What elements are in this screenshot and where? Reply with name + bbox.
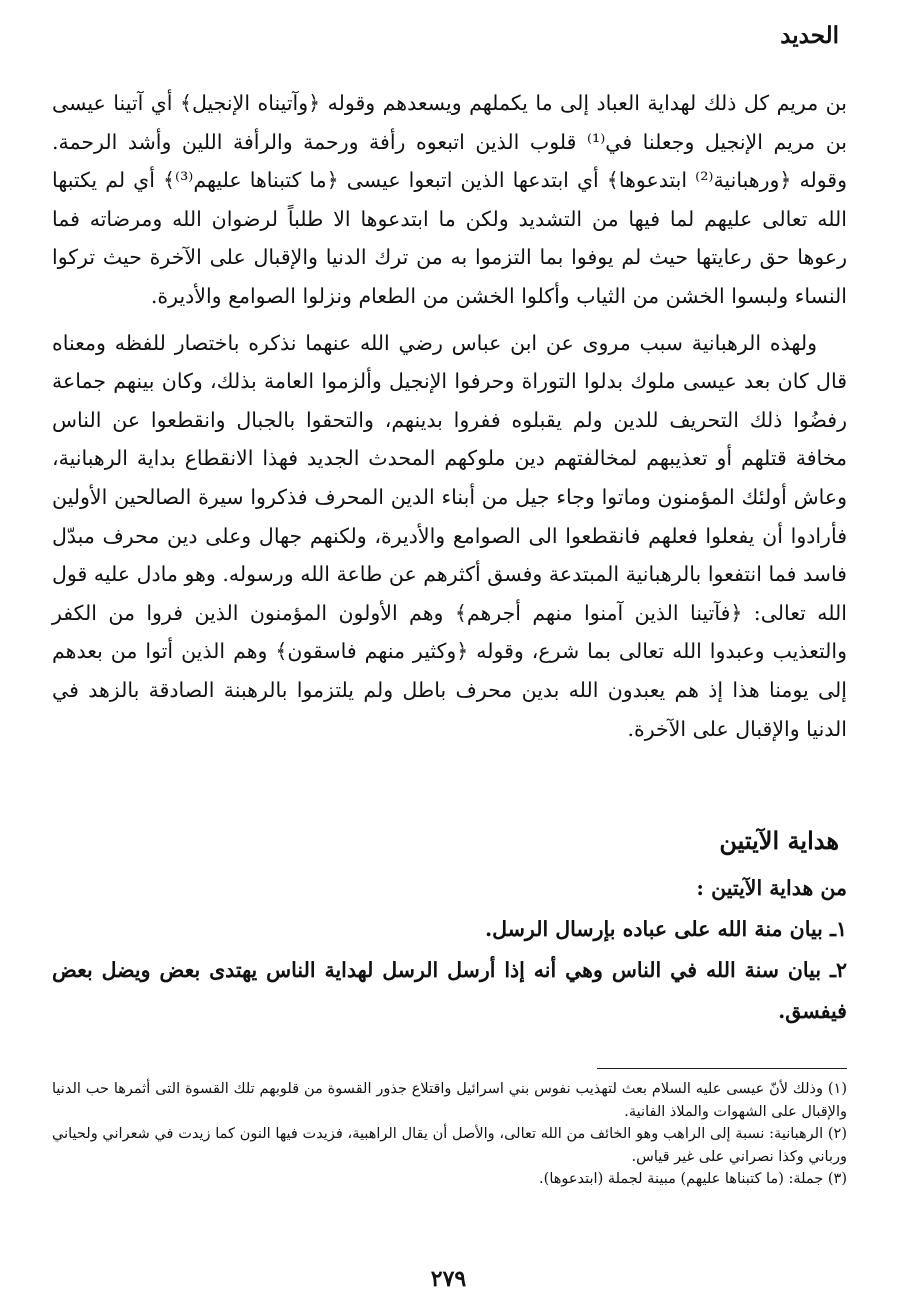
guidance-point-1: ١ـ بيان منة الله على عباده بإرسال الرسل.: [485, 917, 847, 941]
guidance-intro: من هداية الآيتين :: [696, 876, 847, 900]
footnote-separator: [597, 1068, 847, 1069]
page-number: ٢٧٩: [430, 1266, 467, 1292]
footnote-2: (٢) الرهبانية: نسبة إلى الراهب وهو الخائف من الله تعالى، والأصل أن يقال الراهبية، فزيدت فيها النون كما زيدت في شعراني ولحياني ورباني وكذا نصراني على غير قياس.: [52, 1126, 847, 1165]
footnote-3: (٣) جملة: (ما كتبناها عليهم) مبينة لجملة (ابتدعوها).: [539, 1171, 847, 1187]
commentary-paragraph-2: ولهذه الرهبانية سبب مروى عن ابن عباس رضي الله عنهما نذكره باختصار للفظه ومعناه قال كان بعد عيسى ملوك بدلوا التوراة وحرفوا الإنجيل وألزموا العامة بذلك، وكان بينهم جماعة رفضُوا ذلك التحريف للدين ولم يقبلوه ففروا بدينهم، والتحقوا بالجبال وانقطعوا عن الناس مخافة قتلهم أو تعذيبهم لمخالفتهم دين ملوكهم المحدث الجديد فهذا الانقطاع بداية الرهبانية، وعاش أولئك المؤمنون وماتوا وجاء جيل من أبناء الدين المحرف فذكروا سيرة الصالحين الأولين فأرادوا أن يفعلوا فعلهم فانقطعوا الى الصوامع والأديرة، ولكنهم جهال وعلى دين محرف مبدّل فاسد فما انتفعوا بالرهبانية المبتدعة وفسق أكثرهم عن طاعة الله ورسوله. وهو مادل عليه قول الله تعالى: ﴿فآتينا الذين آمنوا منهم أجرهم﴾ وهم الأولون المؤمنون الذين فروا من الكفر والتعذيب وعبدوا الله تعالى بما شرع، وقوله ﴿وكثير منهم فاسقون﴾ وهم الذين أتوا من بعدهم إلى يومنا هذا إذ هم يعبدون الله بدين محرف باطل ولم يلتزموا بالرهبنة الصادقة بالزهد في الدنيا والإقبال على الآخرة.: [52, 330, 847, 741]
section-title: هداية الآيتين: [719, 826, 839, 855]
commentary-text: [52, 84, 847, 748]
commentary-paragraph-1: بن مريم كل ذلك لهداية العباد إلى ما يكملهم ويسعدهم وقوله ﴿وآتيناه الإنجيل﴾ أي آتينا عيسى بن مريم الإنجيل وجعلنا في⁽¹⁾ قلوب الذين اتبعوه رأفة ورحمة والرأفة اللين وأشد الرحمة. وقوله ﴿ورهبانية⁽²⁾ ابتدعوها﴾ أي ابتدعها الذين اتبعوا عيسى ﴿ما كتبناها عليهم⁽³⁾﴾ أي لم يكتبها الله تعالى عليهم لما فيها من التشديد ولكن ما ابتدعوها الا طلباً لرضوان الله ومرضاته فما رعوها حق رعايتها حيث لم يوفوا بما التزموا به من ترك الدنيا والإقبال على الآخرة حيث تركوا النساء ولبسوا الخشن من الثياب وأكلوا الخشن من الطعام ونزلوا الصوامع والأديرة.: [52, 91, 848, 308]
guidance-point-2: ٢ـ بيان سنة الله في الناس وهي أنه إذا أرسل الرسل لهداية الناس يهتدى بعض ويضل بعض فيفسق.: [52, 958, 847, 1023]
footnotes: [52, 1078, 847, 1191]
guidance-points: [52, 868, 847, 1032]
footnote-1: (١) وذلك لأنّ عيسى عليه السلام بعث لتهذيب نفوس بني اسرائيل واقتلاع جذور القسوة من قلوبهم تلك القسوة التى أثمرها حب الدنيا والإقبال على الشهوات والملاذ الفانية.: [52, 1081, 848, 1120]
running-header: الحديد: [780, 22, 839, 49]
